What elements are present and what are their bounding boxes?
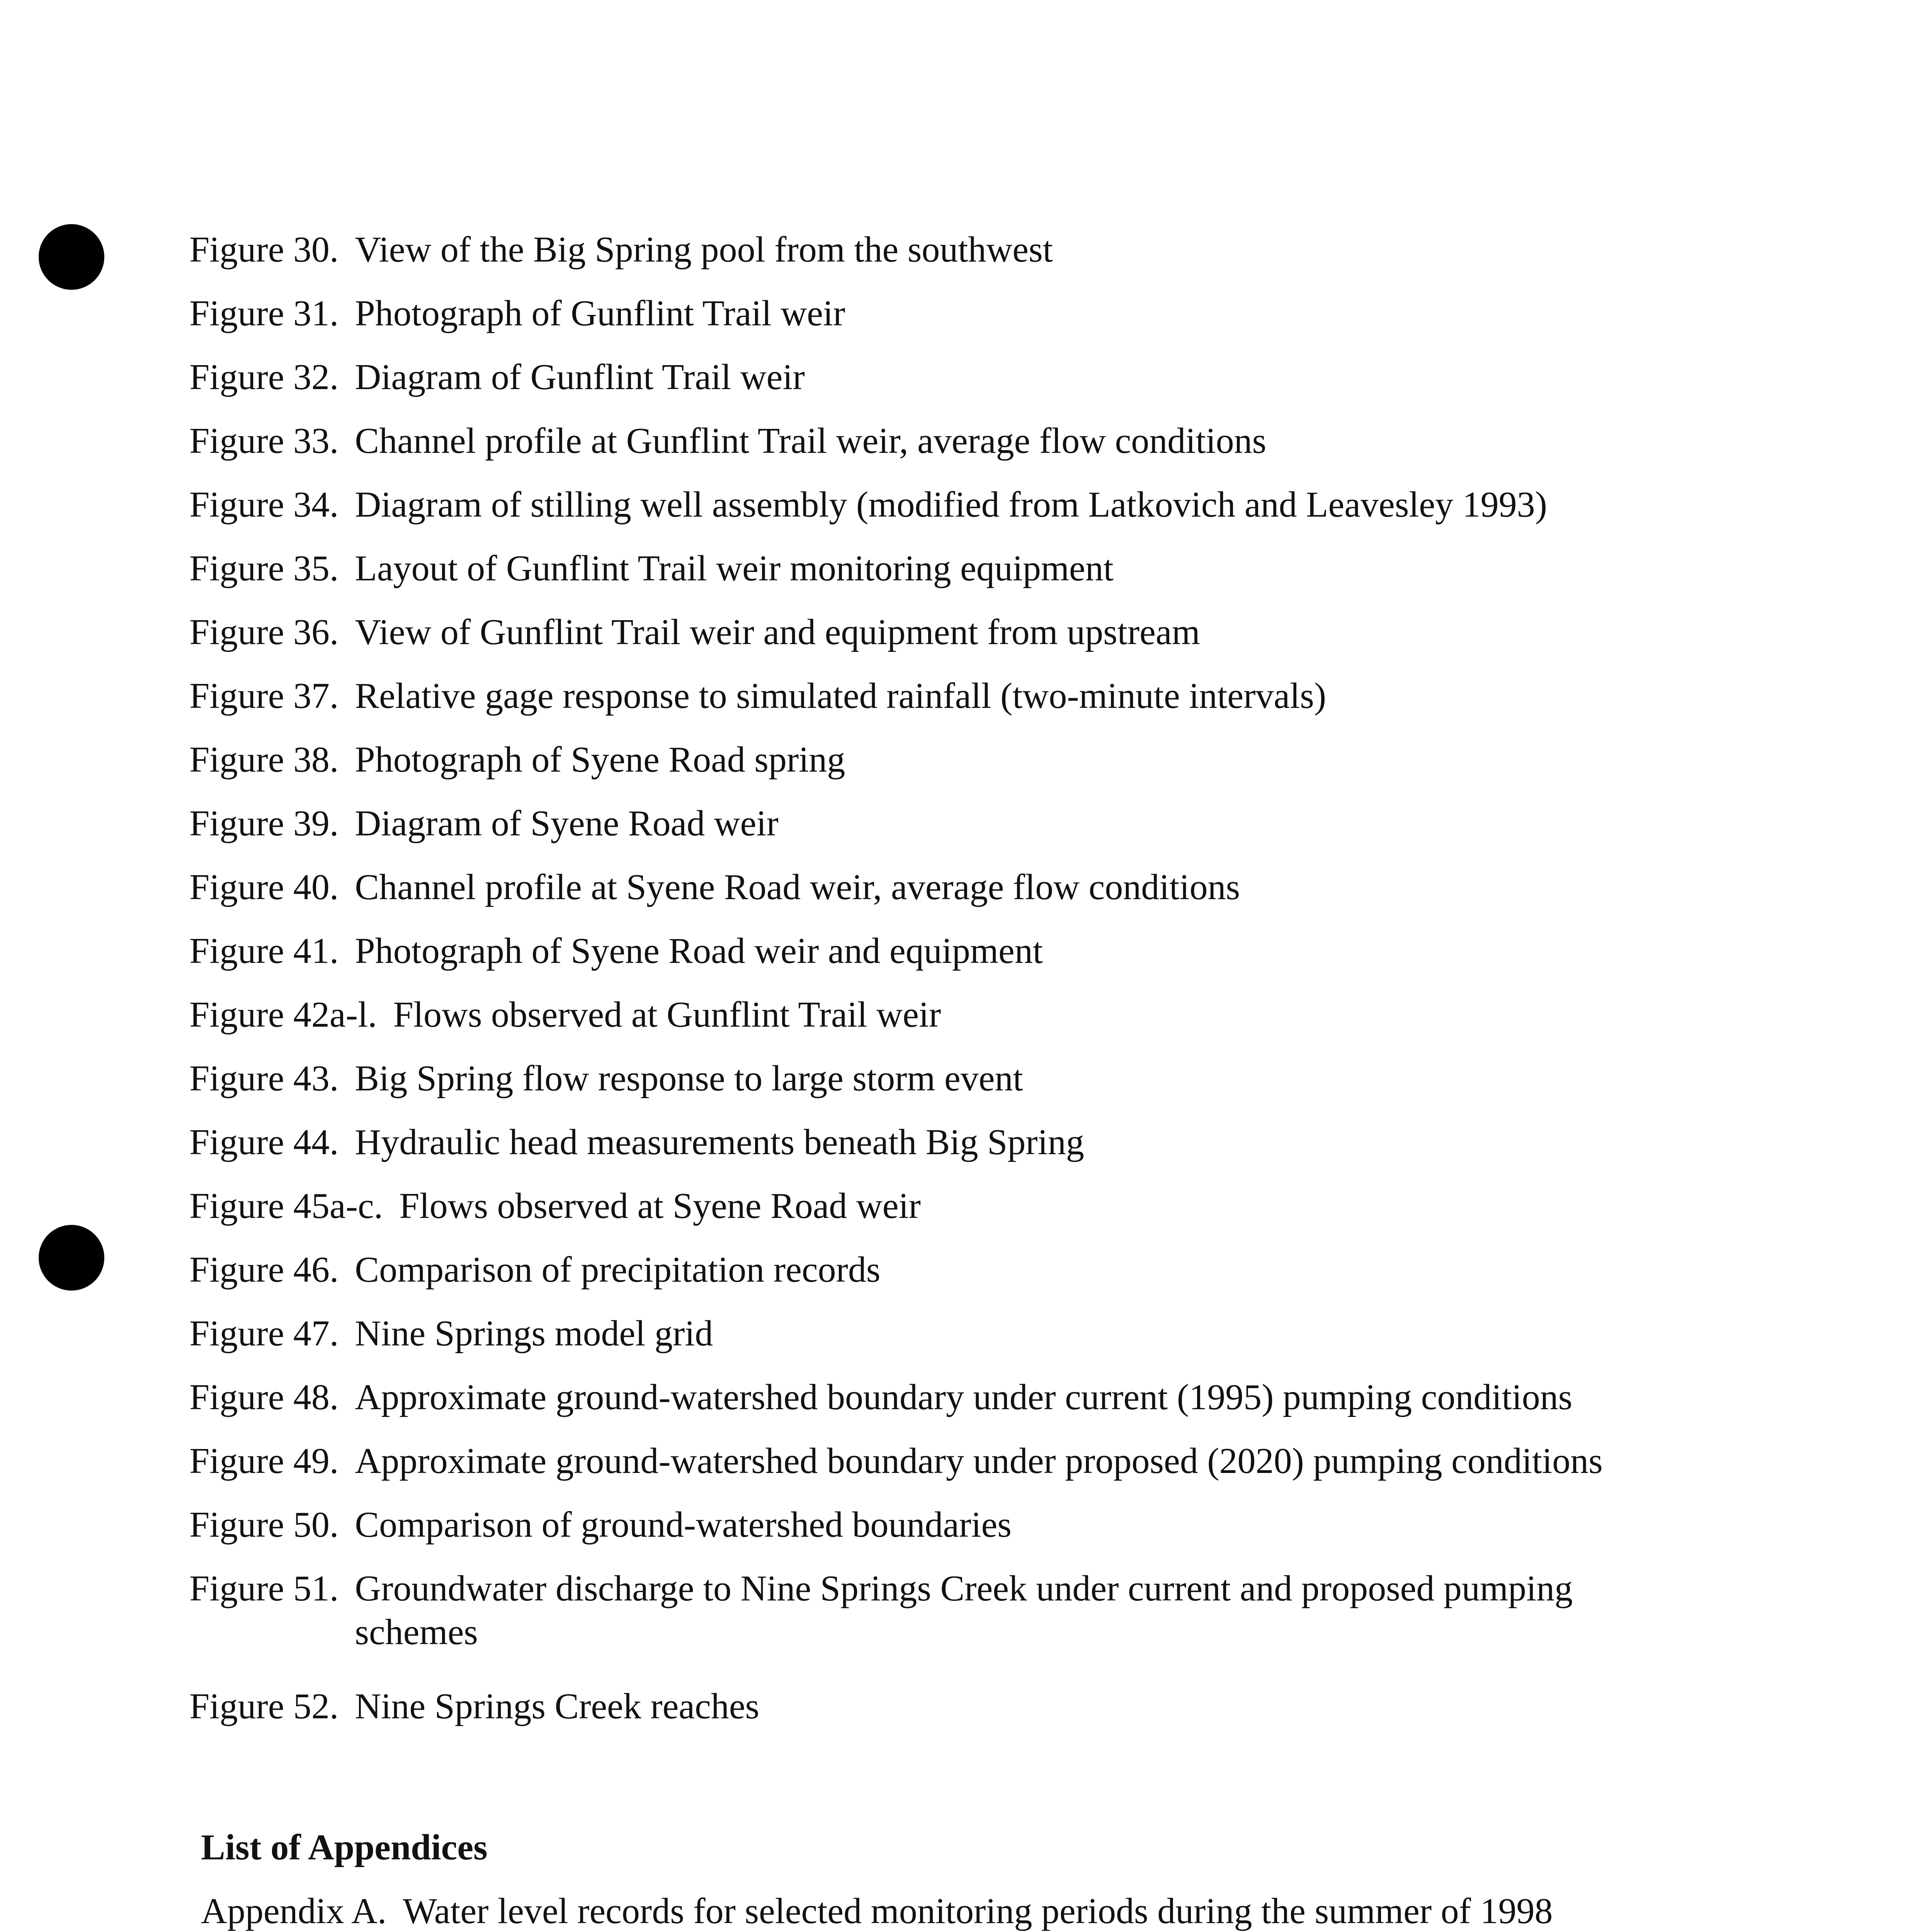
- figure-caption: View of the Big Spring pool from the southwest: [355, 230, 1053, 270]
- figure-caption: Photograph of Syene Road weir and equipment: [355, 931, 1043, 971]
- figure-entry-52: [189, 1685, 1735, 1748]
- appendix-entry-a: [201, 1889, 1747, 1932]
- figure-entry-43: [189, 1057, 1735, 1121]
- figure-caption: Layout of Gunflint Trail weir monitoring equipment: [355, 548, 1114, 588]
- figure-entry-38: [189, 738, 1735, 802]
- figure-entry-46: [189, 1248, 1735, 1312]
- figure-label: Figure 34.: [189, 485, 339, 525]
- figure-caption: Big Spring flow response to large storm event: [355, 1058, 1023, 1099]
- figure-label: Figure 43.: [189, 1058, 339, 1099]
- figure-entry-39: [189, 802, 1735, 866]
- figure-entry-41: [189, 929, 1735, 993]
- figure-label: Figure 37.: [189, 676, 339, 716]
- figure-caption: Channel profile at Gunflint Trail weir, average flow conditions: [355, 421, 1267, 461]
- figure-label: Figure 51.: [189, 1568, 339, 1609]
- figure-label: Figure 36.: [189, 612, 339, 652]
- figure-caption: Groundwater discharge to Nine Springs Creek under current and proposed pumping schemes: [355, 1568, 1573, 1652]
- figure-entry-48: [189, 1376, 1735, 1439]
- figure-label: Figure 38.: [189, 740, 339, 780]
- figure-caption: Comparison of ground-watershed boundaries: [355, 1505, 1012, 1545]
- figure-caption: Hydraulic head measurements beneath Big Spring: [355, 1122, 1084, 1162]
- figure-entry-34: [189, 483, 1735, 547]
- figure-label: Figure 45a-c.: [189, 1186, 383, 1226]
- figure-caption: View of Gunflint Trail weir and equipment from upstream: [355, 612, 1200, 652]
- figure-caption: Photograph of Syene Road spring: [355, 740, 845, 780]
- figure-label: Figure 41.: [189, 931, 339, 971]
- binder-hole-middle: [39, 1225, 104, 1291]
- figure-caption: Diagram of stilling well assembly (modified from Latkovich and Leavesley 1993): [355, 485, 1547, 525]
- appendix-caption: Water level records for selected monitoring periods during the summer of 1998: [403, 1891, 1553, 1931]
- appendix-label: Appendix A.: [201, 1891, 387, 1931]
- figure-entry-40: [189, 866, 1735, 929]
- figure-label: Figure 42a-l.: [189, 995, 377, 1035]
- figure-entry-32: [189, 355, 1735, 419]
- figure-entry-42: [189, 993, 1735, 1057]
- figure-caption: Channel profile at Syene Road weir, average flow conditions: [355, 867, 1240, 907]
- figure-label: Figure 52.: [189, 1686, 339, 1726]
- figure-label: Figure 47.: [189, 1313, 339, 1354]
- figure-label: Figure 44.: [189, 1122, 339, 1162]
- figure-entry-49: [189, 1439, 1735, 1503]
- list-of-figures: [189, 228, 1735, 1748]
- figure-label: Figure 30.: [189, 230, 339, 270]
- figure-label: Figure 48.: [189, 1377, 339, 1417]
- figure-label: Figure 39.: [189, 803, 339, 844]
- figure-caption: Nine Springs Creek reaches: [355, 1686, 760, 1726]
- figure-label: Figure 50.: [189, 1505, 339, 1545]
- figure-caption: Comparison of precipitation records: [355, 1250, 881, 1290]
- figure-entry-35: [189, 547, 1735, 611]
- figure-entry-33: [189, 419, 1735, 483]
- figure-caption: Approximate ground-watershed boundary under current (1995) pumping conditions: [355, 1377, 1573, 1417]
- figure-label: Figure 35.: [189, 548, 339, 588]
- figure-caption: Relative gage response to simulated rainfall (two-minute intervals): [355, 676, 1327, 716]
- figure-entry-44: [189, 1121, 1735, 1184]
- figure-caption: Approximate ground-watershed boundary under proposed (2020) pumping conditions: [355, 1441, 1603, 1481]
- figure-caption: Photograph of Gunflint Trail weir: [355, 293, 845, 333]
- figure-label: Figure 32.: [189, 357, 339, 397]
- figure-caption: Flows observed at Gunflint Trail weir: [393, 995, 941, 1035]
- figure-caption: Diagram of Syene Road weir: [355, 803, 779, 844]
- figure-entry-30: [189, 228, 1735, 292]
- figure-caption: Flows observed at Syene Road weir: [399, 1186, 921, 1226]
- figure-entry-51: [189, 1567, 1735, 1685]
- figure-entry-47: [189, 1312, 1735, 1376]
- figure-label: Figure 46.: [189, 1250, 339, 1290]
- figure-entry-31: [189, 292, 1735, 355]
- figure-entry-45: [189, 1184, 1735, 1248]
- figure-entry-37: [189, 674, 1735, 738]
- figure-label: Figure 31.: [189, 293, 339, 333]
- figure-caption: Nine Springs model grid: [355, 1313, 713, 1354]
- figure-entry-50: [189, 1503, 1735, 1567]
- figure-caption: Diagram of Gunflint Trail weir: [355, 357, 805, 397]
- list-of-appendices: [201, 1826, 1747, 1932]
- binder-hole-top: [39, 224, 104, 290]
- figure-entry-36: [189, 611, 1735, 674]
- figure-label: Figure 33.: [189, 421, 339, 461]
- figure-label: Figure 40.: [189, 867, 339, 907]
- figure-label: Figure 49.: [189, 1441, 339, 1481]
- appendices-heading: List of Appendices: [201, 1827, 488, 1867]
